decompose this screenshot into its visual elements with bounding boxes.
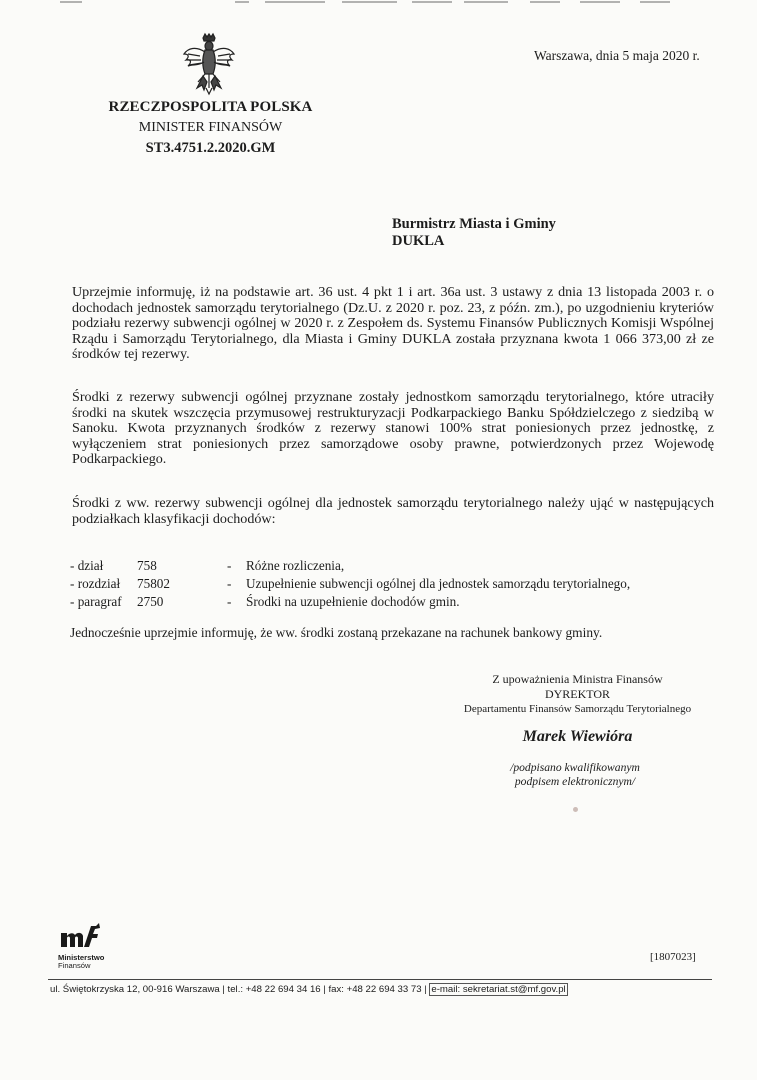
document-date: Warszawa, dnia 5 maja 2020 r. bbox=[534, 48, 700, 63]
classification-description: Uzupełnienie subwencji ogólnej dla jednostek samorządu terytorialnego, bbox=[246, 576, 631, 591]
classification-code: 75802 bbox=[137, 576, 170, 591]
footer-contact bbox=[50, 984, 568, 995]
classification-description: Środki na uzupełnienie dochodów gmin. bbox=[246, 594, 460, 609]
country-name: RZECZPOSPOLITA POLSKA bbox=[108, 99, 313, 115]
signer-department: Departamentu Finansów Samorządu Terytorialnego bbox=[463, 703, 692, 715]
footer-address: ul. Świętokrzyska 12, 00-916 Warszawa | tel.: +48 22 694 34 16 | fax: +48 22 694 33 73 | bbox=[50, 984, 430, 995]
scan-speck bbox=[573, 807, 578, 812]
classification-label: - paragraf bbox=[70, 594, 122, 609]
ministry-logo bbox=[58, 922, 122, 970]
closing-sentence: Jednocześnie uprzejmie informuję, że ww. środki zostaną przekazane na rachunek bankowy gminy. bbox=[70, 625, 603, 640]
recipient-line-2: DUKLA bbox=[392, 233, 445, 249]
signature-block bbox=[440, 672, 715, 717]
footer-email: e-mail: sekretariat.st@mf.gov.pl bbox=[431, 984, 566, 995]
logo-text-line-1: Ministerstwo bbox=[58, 953, 105, 962]
classification-dash: - bbox=[227, 594, 232, 609]
esign-line-2: podpisem elektronicznym/ bbox=[514, 775, 636, 788]
footer-divider bbox=[48, 979, 712, 980]
sender-header bbox=[98, 99, 323, 157]
recipient-line-1: Burmistrz Miasta i Gminy bbox=[392, 216, 556, 232]
document-number: [1807023] bbox=[650, 951, 696, 963]
scan-artifact bbox=[60, 0, 700, 4]
classification-dash: - bbox=[227, 558, 232, 573]
body-paragraph-1: Uprzejmie informuję, iż na podstawie art. 36 ust. 4 pkt 1 i art. 36a ust. 3 ustawy z dnia 13 listopada 2003 r. o dochodach jednostek samorządu terytorialnego (Dz.U. z 2020 r. poz. 23, z późn. zm.), po uzgodnieniu kryteriów podziału rezerwy subwencji ogólnej w 2020 r. z Zespołem ds. Systemu Finansów Publicznych Komisji Wspólnej Rządu i Samorządu Terytorialnego, dla Miasta i Gminy DUKLA została przyznana kwota 1 066 373,00 zł ze środków tej rezerwy. bbox=[72, 284, 714, 363]
recipient-address bbox=[392, 216, 556, 250]
polish-eagle-emblem-icon bbox=[178, 32, 240, 98]
classification-code: 2750 bbox=[137, 594, 164, 609]
electronic-signature-note bbox=[475, 761, 675, 789]
reference-number: ST3.4751.2.2020.GM bbox=[145, 140, 276, 156]
classification-dash: - bbox=[227, 576, 232, 591]
logo-text-line-2: Finansów bbox=[58, 961, 91, 970]
classification-label: - dział bbox=[70, 558, 104, 573]
body-paragraph-2: Środki z rezerwy subwencji ogólnej przyznane zostały jednostkom samorządu terytorialnego, które utraciły środki na skutek wszczęcia przymusowej restrukturyzacji Podkarpackiego Banku Spółdzielczego z siedzibą w Sanoku. Kwota przyznanych środków z rezerwy stanowi 100% strat poniesionych przez jednostkę, z wyłączeniem strat poniesionych przez samorządowe osoby prawne, potwierdzonych przez Wojewodę Podkarpackiego. bbox=[72, 389, 714, 468]
signer-title: DYREKTOR bbox=[544, 687, 611, 701]
body-paragraph-3: Środki z ww. rezerwy subwencji ogólnej dla jednostek samorządu terytorialnego należy ująć w następujących podziałkach klasyfikacji dochodów: bbox=[72, 495, 714, 527]
esign-line-1: /podpisano kwalifikowanym bbox=[510, 761, 640, 774]
ministry-logo-mark-icon bbox=[58, 922, 102, 948]
authorization-line: Z upoważnienia Ministra Finansów bbox=[492, 672, 663, 686]
office-name: MINISTER FINANSÓW bbox=[138, 120, 283, 135]
classification-label: - rozdział bbox=[70, 576, 121, 591]
classification-description: Różne rozliczenia, bbox=[246, 558, 345, 573]
classification-code: 758 bbox=[137, 558, 157, 573]
signer-name: Marek Wiewióra bbox=[522, 728, 633, 745]
